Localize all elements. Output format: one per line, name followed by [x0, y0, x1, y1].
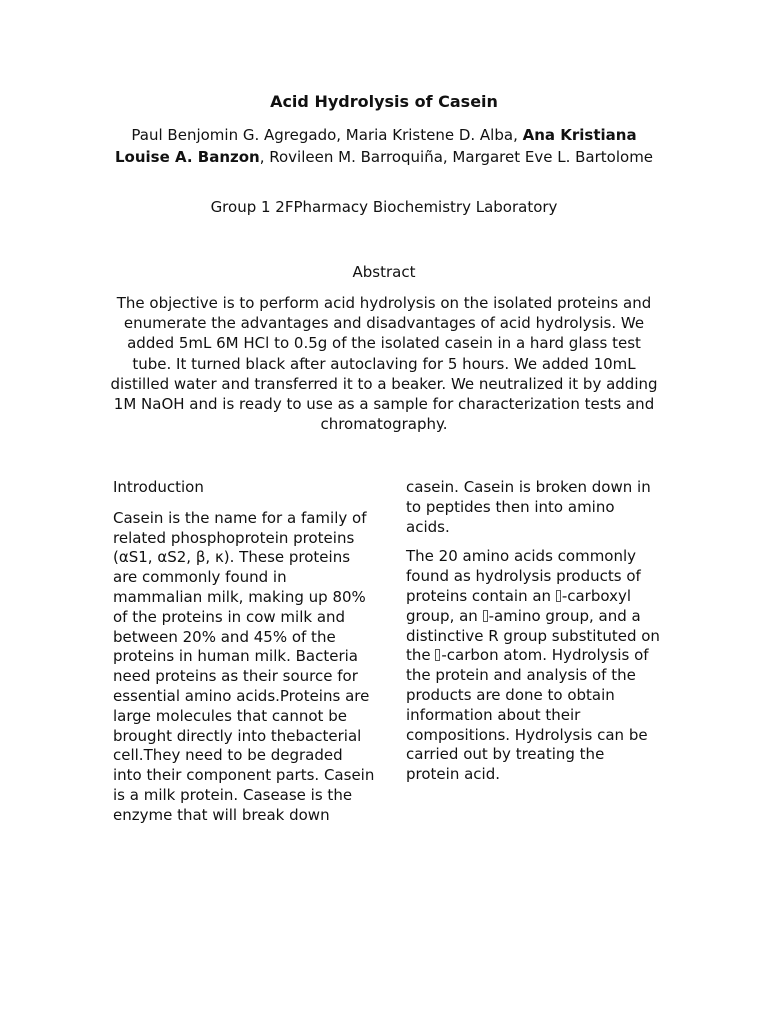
paragraph-2-part-b: -carboxyl group, an [406, 586, 632, 625]
right-column [406, 478, 662, 795]
introduction-paragraph-1-continued: casein. Casein is broken down in to peptides then into amino acids. [406, 478, 651, 536]
missing-glyph-icon [556, 590, 561, 602]
missing-glyph-icon [435, 649, 440, 661]
authors-part-1: Paul Benjomin G. Agregado, Maria Kristene D. Alba, [131, 126, 523, 144]
paragraph-2-part-a: The 20 amino acids commonly found as hydrolysis products of proteins contain an [406, 547, 641, 605]
abstract-text: The objective is to perform acid hydrolysis on the isolated proteins and enumerate the advantages and disadvantages of acid hydrolysis. We added 5mL 6M HCl to 0.5g of the isolated casein in a hard glass test tube. It turned black after autoclaving for 5 hours. We added 10mL distilled water and transferred it to a beaker. We neutralized it by adding 1M NaOH and is ready to use as a sample for characterization tests and chromatography. [110, 294, 658, 434]
paragraph-2-part-c: -amino group, and a distinctive R group substituted on the [406, 606, 660, 665]
affiliation: Group 1 2FPharmacy Biochemistry Laboratory [210, 198, 558, 216]
introduction-paragraph-2 [406, 547, 662, 785]
paper-title: Acid Hydrolysis of Casein [270, 92, 498, 111]
left-column [113, 478, 375, 836]
introduction-heading: Introduction [113, 478, 204, 496]
abstract-heading: Abstract [352, 263, 416, 281]
missing-glyph-icon [483, 610, 488, 622]
introduction-paragraph-1: Casein is the name for a family of related phosphoprotein proteins (αS1, αS2, β, κ). These proteins are commonly found in mammalian milk, making up 80% of the proteins in cow milk and between 20% and 45% of the proteins in human milk. Bacteria need proteins as their source for essential amino acids.Proteins are large molecules that cannot be brought directly into thebacterial cell.They need to be degraded into their component parts. Casein is a milk protein. Casease is the enzyme that will break down [113, 508, 375, 824]
author-list [110, 124, 658, 168]
authors-bold-name: Ana Kristiana Louise A. Banzon [114, 126, 637, 166]
paragraph-2-part-d: -carbon atom. Hydrolysis of the protein and analysis of the products are done to obtain information about their compositions. Hydrolysis can be carried out by treating the protein acid. [406, 646, 649, 784]
authors-part-3: , Rovileen M. Barroquiña, Margaret Eve L. Bartolome [259, 148, 654, 166]
